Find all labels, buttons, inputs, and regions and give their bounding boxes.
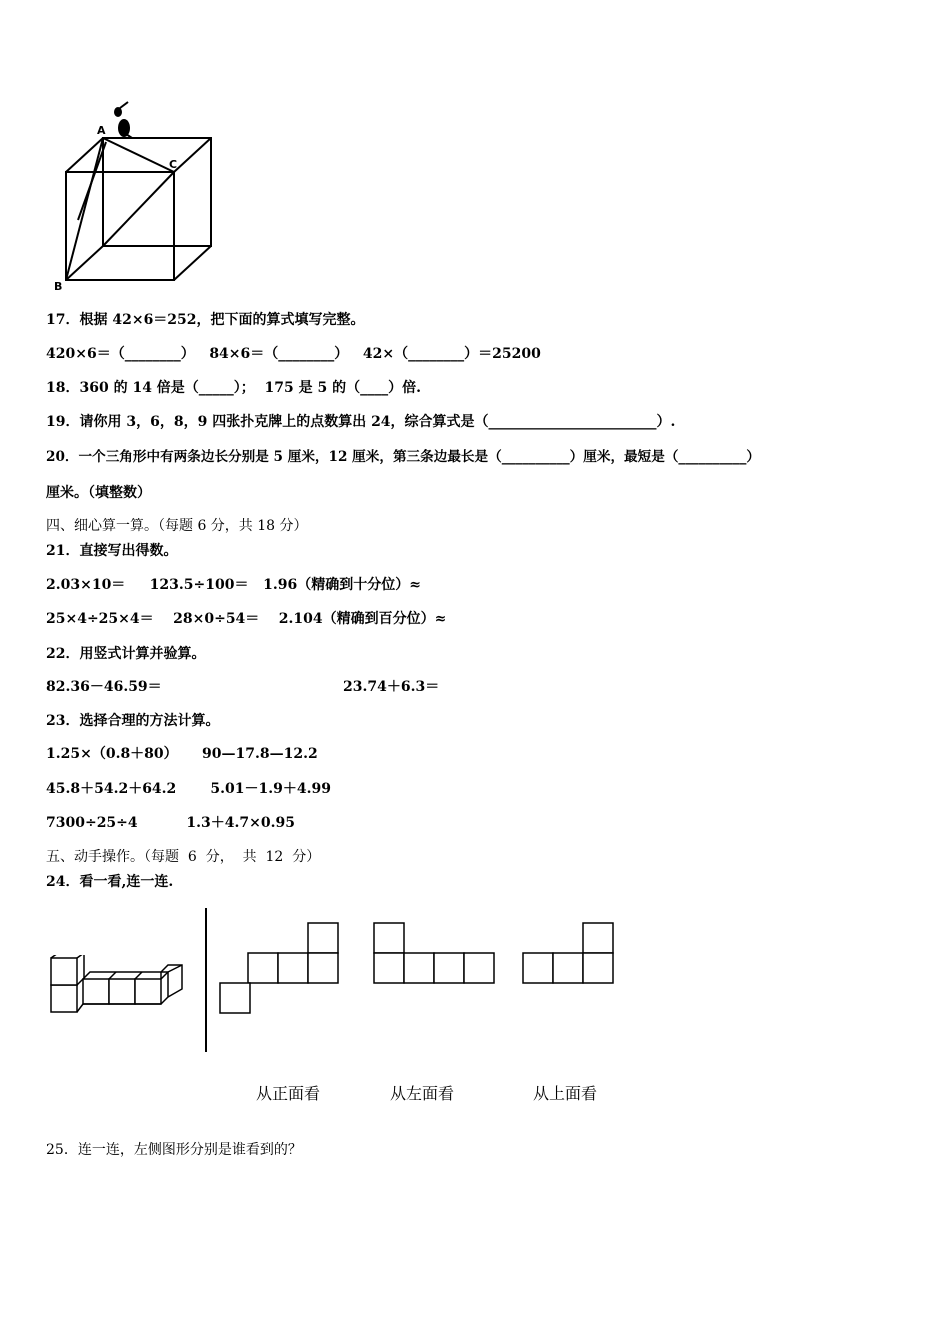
q17-line: 420×6＝（________） 84×6＝（________） 42×（________）＝25200 bbox=[46, 346, 541, 362]
section-4-heading: 四、细心算一算。（每题 6 分，共 18 分） bbox=[46, 518, 308, 534]
cube-figure bbox=[48, 100, 218, 295]
label-a: A bbox=[97, 124, 106, 137]
label-b: B bbox=[54, 280, 63, 293]
view-front-grid bbox=[218, 921, 342, 1015]
q20-line1: 20．一个三角形中有两条边长分别是 5 厘米，12 厘米，第三条边最长是（__________）厘米，最短是（__________） bbox=[46, 449, 760, 465]
label-c: C bbox=[169, 158, 178, 171]
q21-row2: 25×4÷25×4＝ 28×0÷54＝ 2.104（精确到百分位）≈ bbox=[46, 611, 447, 627]
stacked-cubes-figure bbox=[48, 955, 188, 1017]
view-top-grid bbox=[521, 921, 615, 985]
q25: 25．连一连，左侧图形分别是谁看到的？ bbox=[46, 1142, 302, 1158]
caption-left: 从左面看 bbox=[390, 1084, 455, 1103]
q22-right: 23.74＋6.3＝ bbox=[343, 679, 440, 695]
q24-title: 24．看一看,连一连. bbox=[46, 874, 174, 890]
divider-line bbox=[205, 908, 207, 1052]
q23-title: 23．选择合理的方法计算。 bbox=[46, 713, 220, 729]
section-5-heading: 五、动手操作。（每题 6 分， 共 12 分） bbox=[46, 849, 321, 865]
q23-row2: 45.8＋54.2＋64.2 5.01－1.9＋4.99 bbox=[46, 781, 331, 797]
q23-row3: 7300÷25÷4 1.3＋4.7×0.95 bbox=[46, 815, 295, 831]
caption-top: 从上面看 bbox=[533, 1084, 598, 1103]
caption-front: 从正面看 bbox=[256, 1084, 321, 1103]
q17-title: 17．根据 42×6＝252，把下面的算式填写完整。 bbox=[46, 312, 365, 328]
view-left-grid bbox=[372, 921, 496, 985]
q21-row1: 2.03×10＝ 123.5÷100＝ 1.96（精确到十分位）≈ bbox=[46, 577, 421, 593]
q18: 18．360 的 14 倍是（_____）； 175 是 5 的（____）倍. bbox=[46, 380, 422, 396]
q23-row1: 1.25×（0.8＋80） 90—17.8—12.2 bbox=[46, 746, 318, 762]
q20-line2: 厘米。（填整数） bbox=[46, 485, 151, 501]
q19: 19．请你用 3，6，8，9 四张扑克牌上的点数算出 24，综合算式是（________________________）. bbox=[46, 414, 676, 430]
q22-left: 82.36－46.59＝ bbox=[46, 679, 162, 695]
q21-title: 21．直接写出得数。 bbox=[46, 543, 178, 559]
q22-title: 22．用竖式计算并验算。 bbox=[46, 646, 206, 662]
ant-icon bbox=[114, 102, 132, 138]
